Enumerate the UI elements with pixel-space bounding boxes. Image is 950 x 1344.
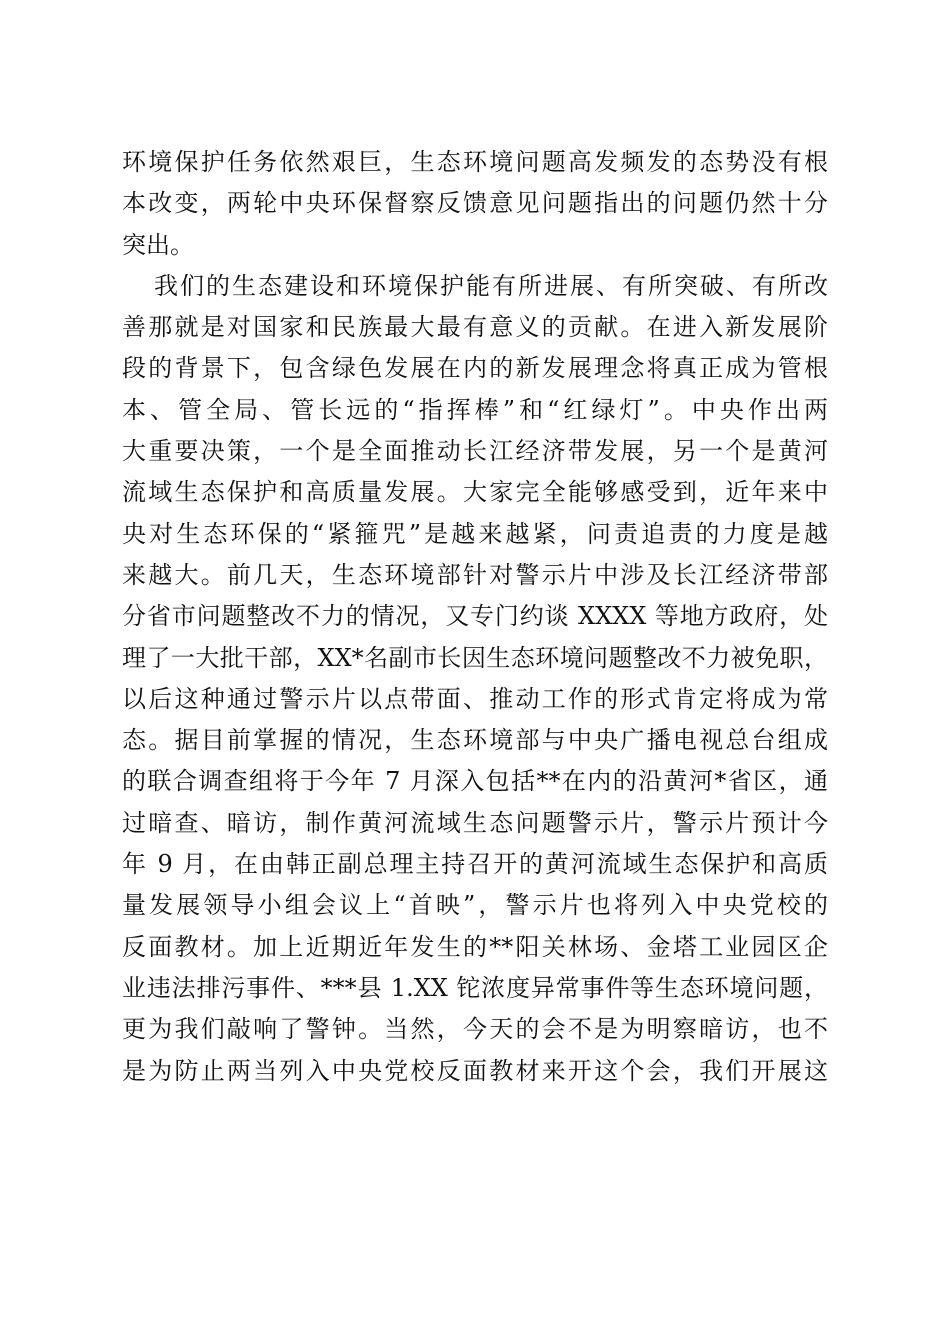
text-line: 环境保护任务依然艰巨，生态环境问题高发频发的态势没有根: [122, 148, 828, 176]
text-line: 的联合调查组将于今年 7 月深入包括**在内的沿黄河*省区，通: [122, 767, 828, 796]
text-line: 分省市问题整改不力的情况，又专门约谈 XXXX 等地方政府，处: [122, 602, 828, 631]
text-line: 以后这种通过警示片以点带面、推动工作的形式肯定将成为常: [122, 684, 828, 713]
text-line: 是为防止两当列入中央党校反面教材来开这个会，我们开展这: [122, 1056, 828, 1085]
text-line: 量发展领导小组会议上“首映”，警示片也将列入中央党校的: [122, 891, 828, 920]
text-line: 段的背景下，包含绿色发展在内的新发展理念将真正成为管根: [122, 354, 828, 383]
text-line: 大重要决策，一个是全面推动长江经济带发展，另一个是黄河: [122, 437, 828, 466]
text-line: 突出。: [122, 230, 194, 259]
text-line: 我们的生态建设和环境保护能有所进展、有所突破、有所改: [154, 271, 828, 300]
text-line: 反面教材。加上近期近年发生的**阳关林场、金塔工业园区企: [122, 932, 828, 961]
text-line: 央对生态环保的“紧箍咒”是越来越紧，问责追责的力度是越: [122, 519, 828, 548]
text-line: 本、管全局、管长远的“指挥棒”和“红绿灯”。中央作出两: [122, 395, 828, 424]
text-line: 本改变，两轮中央环保督察反馈意见问题指出的问题仍然十分: [122, 189, 828, 218]
text-line: 过暗查、暗访，制作黄河流域生态问题警示片，警示片预计今: [122, 808, 828, 837]
text-line: 业违法排污事件、***县 1.XX 铊浓度异常事件等生态环境问题，: [122, 973, 828, 1002]
text-line: 年 9 月，在由韩正副总理主持召开的黄河流域生态保护和高质: [122, 850, 828, 879]
text-line: 态。据目前掌握的情况，生态环境部与中央广播电视总台组成: [122, 726, 828, 755]
text-line: 理了一大批干部，XX*名副市长因生态环境问题整改不力被免职，: [122, 643, 828, 672]
text-line: 善那就是对国家和民族最大最有意义的贡献。在进入新发展阶: [122, 313, 828, 342]
text-line: 来越大。前几天，生态环境部针对警示片中涉及长江经济带部: [122, 560, 828, 589]
text-line: 流域生态保护和高质量发展。大家完全能够感受到，近年来中: [122, 478, 828, 507]
text-line: 更为我们敲响了警钟。当然，今天的会不是为明察暗访，也不: [122, 1015, 828, 1044]
body-text: [122, 142, 828, 1092]
